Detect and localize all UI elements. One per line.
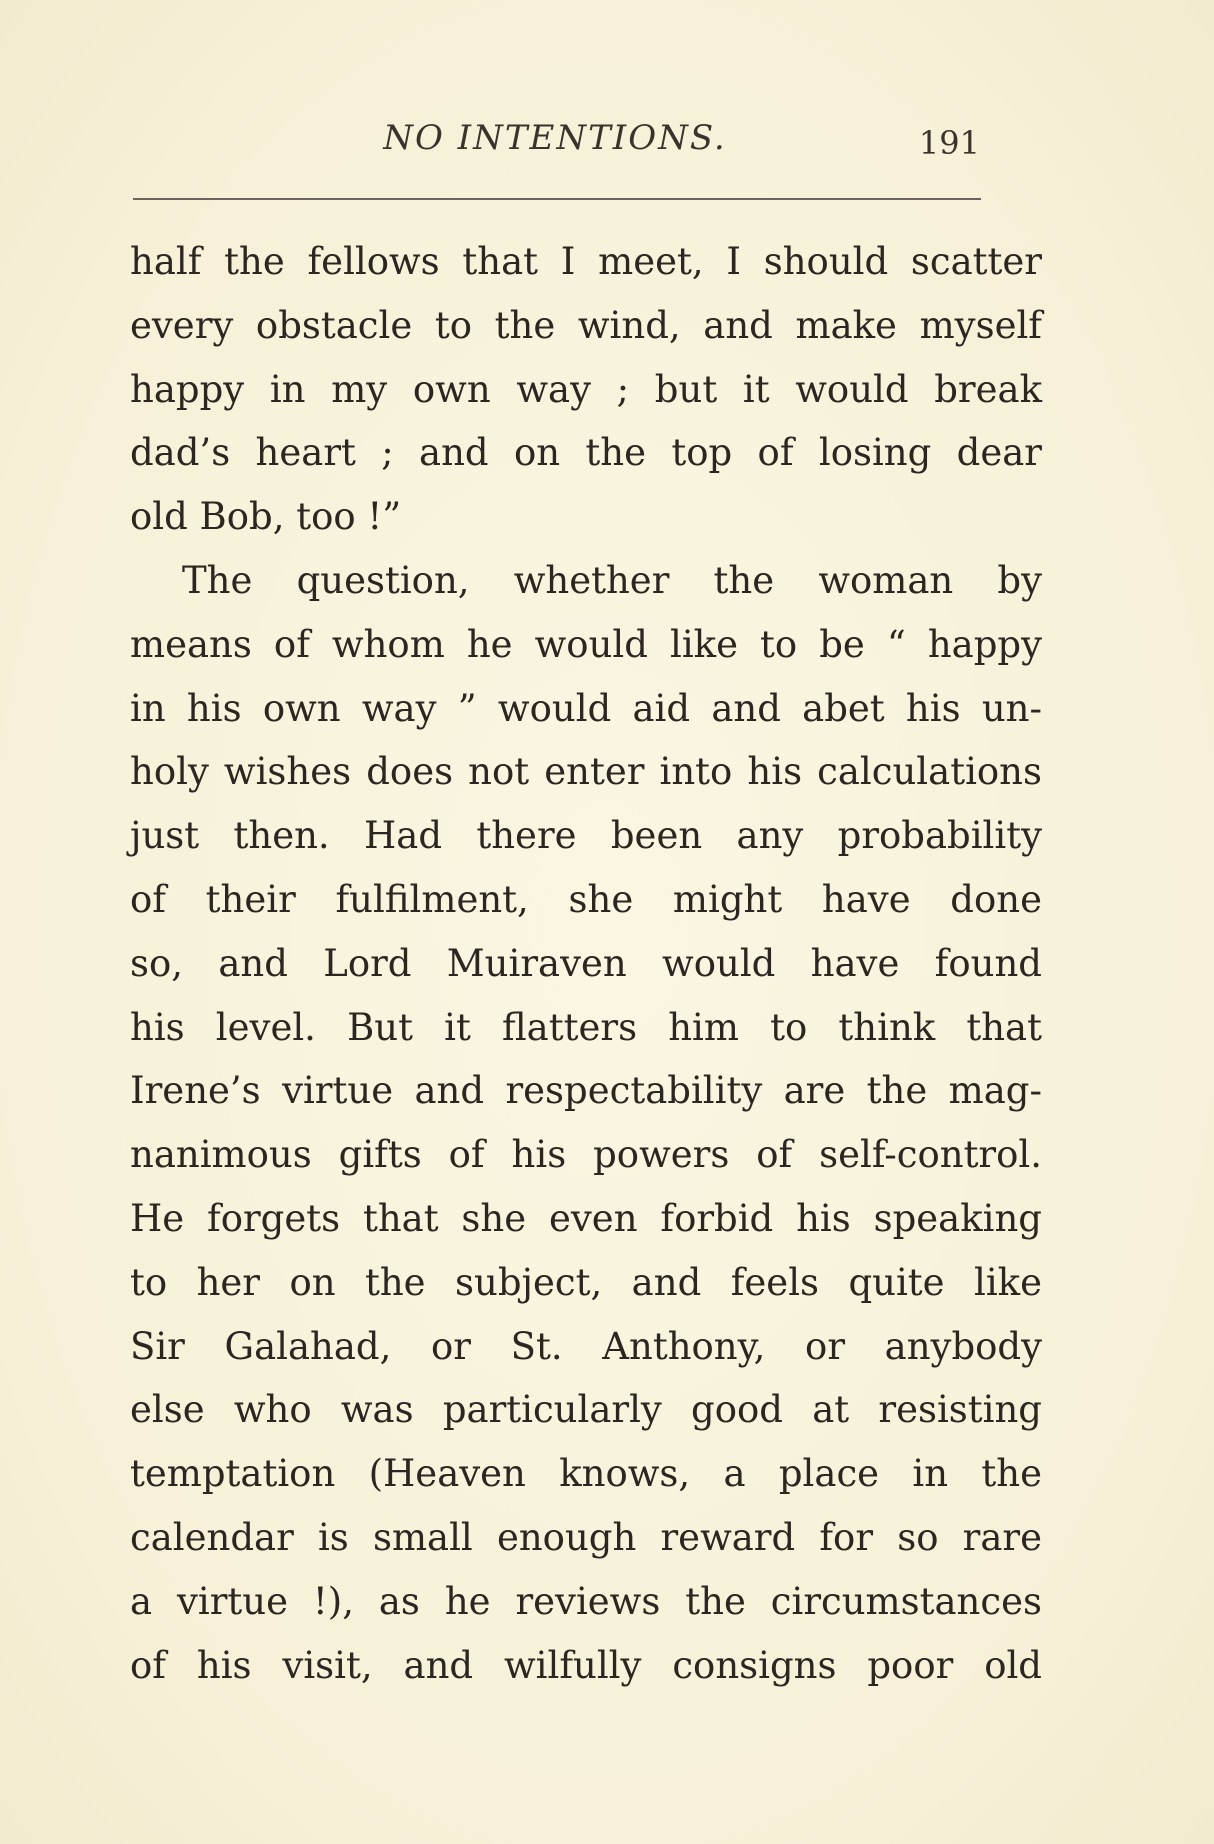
text-line: in his own way ” would aid and abet his un- xyxy=(130,686,1042,730)
text-line: of their fulfilment, she might have done xyxy=(130,877,1042,921)
text-line: happy in my own way ; but it would break xyxy=(130,367,1042,411)
text-line: a virtue !), as he reviews the circumstances xyxy=(130,1579,1042,1623)
header-rule xyxy=(133,198,981,200)
text-line: nanimous gifts of his powers of self-control. xyxy=(130,1133,1042,1177)
text-line: The question, whether the woman by xyxy=(182,558,1042,602)
body-text xyxy=(130,230,1042,1697)
text-line: of his visit, and wilfully consigns poor old xyxy=(130,1643,1042,1687)
text-line: his level. But it flatters him to think that xyxy=(130,1005,1042,1049)
text-line: Irene’s virtue and respectability are the mag- xyxy=(130,1069,1042,1113)
text-line: every obstacle to the wind, and make myself xyxy=(130,303,1042,347)
text-line: just then. Had there been any probability xyxy=(130,814,1042,858)
text-line: else who was particularly good at resisting xyxy=(130,1388,1042,1432)
text-line: means of whom he would like to be “ happy xyxy=(130,622,1042,666)
text-line: old Bob, too !” xyxy=(130,495,402,539)
running-title: NO INTENTIONS. xyxy=(383,118,727,158)
text-line: half the fellows that I meet, I should scatter xyxy=(130,240,1042,283)
text-line: holy wishes does not enter into his calculations xyxy=(130,750,1042,794)
text-line: dad’s heart ; and on the top of losing dear xyxy=(130,431,1042,475)
text-line: calendar is small enough reward for so rare xyxy=(130,1515,1042,1559)
text-line: to her on the subject, and feels quite like xyxy=(130,1260,1042,1304)
page-number: 191 xyxy=(918,124,980,162)
running-head xyxy=(130,118,980,168)
text-line: so, and Lord Muiraven would have found xyxy=(130,941,1042,985)
text-line: Sir Galahad, or St. Anthony, or anybody xyxy=(130,1324,1042,1368)
text-line: temptation (Heaven knows, a place in the xyxy=(130,1452,1042,1496)
text-line: He forgets that she even forbid his speaking xyxy=(130,1196,1042,1240)
